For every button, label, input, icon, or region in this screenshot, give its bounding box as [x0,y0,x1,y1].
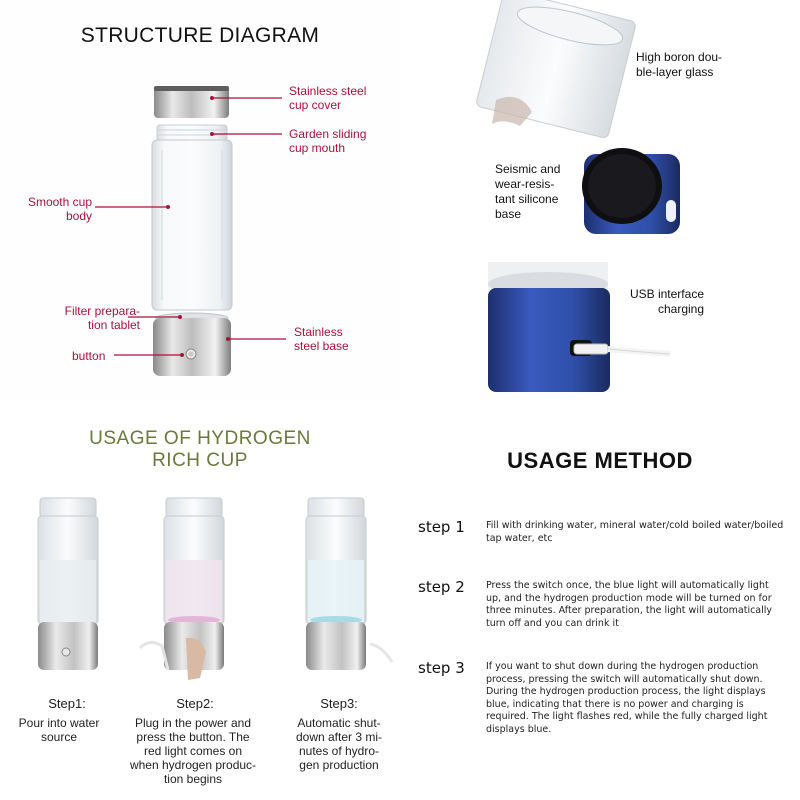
step-1-desc: Pour into water source [18,716,100,744]
step-3-desc: Automatic shut- down after 3 mi- nutes of hydro- gen production [295,716,383,772]
label-filter-tablet: Filter prepara- tion tablet [64,304,140,332]
feature-closeups-panel [400,0,800,400]
method-step-3-text: If you want to shut down during the hydrogen production process, pressing the switch will automatically shut down. During the hydrogen production process, the light displays blue, indicating that there is no power and charging is required. The light flashes red, while the fully charged light displays blue. [486,661,768,735]
structure-diagram-panel [0,0,400,400]
usage-steps-panel [0,400,400,800]
cup-step-2 [140,498,224,680]
method-step-3-label: step 3 [418,659,465,677]
method-title: USAGE METHOD [507,448,693,473]
feature-illustrations [400,0,800,400]
method-step-2-text: Press the switch once, the blue light will automatically light up, and the hydrogen production mode will be turned on for three minutes. After preparation, the light will automatically turn off and you can drink it [486,580,773,629]
usage-title: USAGE OF HYDROGEN RICH CUP [89,428,311,471]
label-cup-body: Smooth cup body [27,195,92,223]
label-glass: High boron dou- ble-layer glass [636,50,723,79]
step-2-desc: Plug in the power and press the button. The red light comes on when hydrogen produc- tion begins [129,716,257,786]
method-step-1-text: Fill with drinking water, mineral water/cold boiled water/boiled tap water, etc [486,520,784,544]
label-cup-cover: Stainless steel cup cover [289,84,367,112]
usb-closeup [488,262,670,392]
method-step-2-label: step 2 [418,578,465,596]
label-usb: USB interface charging [629,287,704,316]
cup-step-3 [306,498,392,670]
usage-method-panel [400,400,800,800]
silicone-base-closeup [582,148,680,234]
label-silicone-base: Seismic and wear-resis- tant silicone base [495,162,561,221]
structure-title: STRUCTURE DIAGRAM [80,24,320,47]
glass-closeup [476,0,637,139]
step-1-name: Step1: [48,696,86,711]
label-button: button [72,349,106,363]
label-cup-mouth: Garden sliding cup mouth [289,127,367,155]
step-2-name: Step2: [176,696,214,711]
steel-base [153,318,231,376]
step-3-name: Step3: [320,696,358,711]
cup-step-1 [38,498,98,670]
cup-mouth [157,125,227,141]
cup-body [152,140,232,310]
label-steel-base: Stainless steel base [294,325,349,353]
method-step-1-label: step 1 [418,518,465,536]
